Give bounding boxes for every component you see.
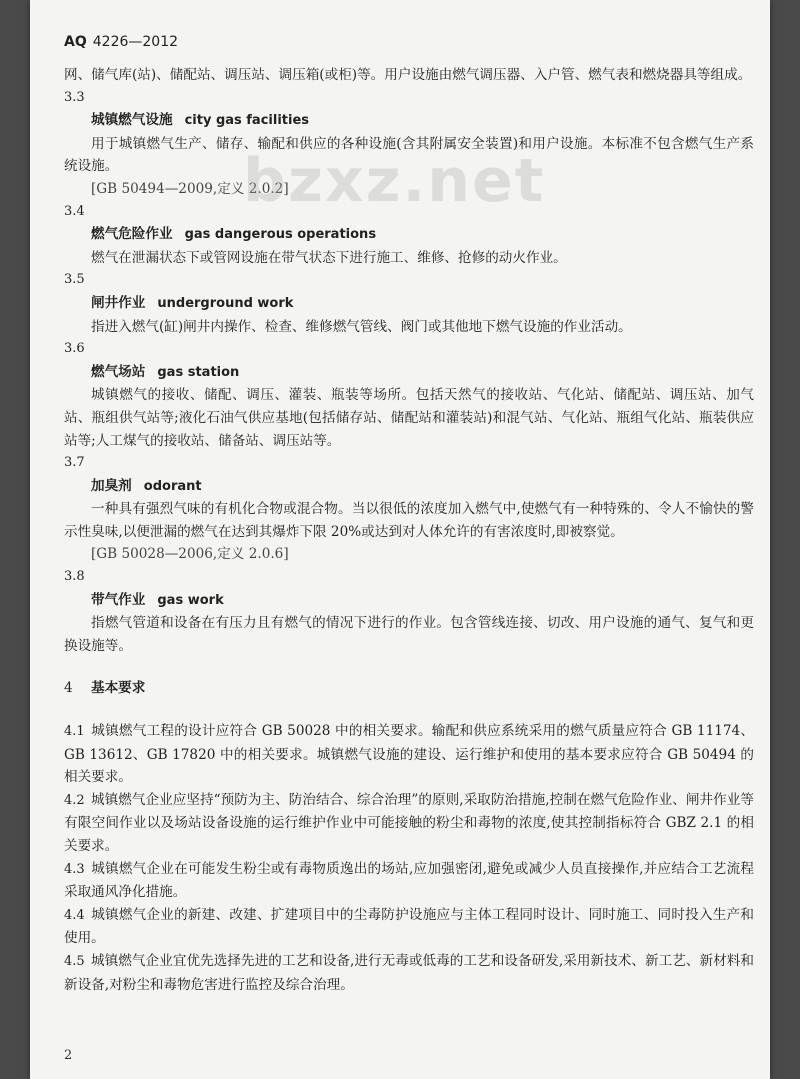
- term-cn: 带气作业: [91, 591, 146, 608]
- page-number: 2: [64, 1048, 73, 1063]
- term-en: gas work: [157, 592, 224, 608]
- term-heading: [91, 292, 754, 316]
- term-heading: [91, 109, 754, 133]
- term-cn: 闸井作业: [91, 294, 146, 311]
- standard-code: [64, 34, 178, 50]
- requirement-text: 城镇燃气企业宜优先选择先进的工艺和设备,进行无毒或低毒的工艺和设备研发,采用新技术、新工艺、新材料和新设备,对粉尘和毒物危害进行监控及综合治理。: [64, 952, 754, 993]
- term-en: underground work: [157, 295, 294, 311]
- term-cn: 城镇燃气设施: [91, 112, 173, 129]
- requirement-number: 4.3: [64, 861, 85, 877]
- standard-number: 4226—2012: [92, 34, 179, 50]
- term-definition: 一种具有强烈气味的有机化合物或混合物。当以很低的浓度加入燃气中,使燃气有一种特殊的、令人不愉快的警示性臭味,以便泄漏的燃气在达到其爆炸下限 20%或达到对人体允许的有害浓度时,即被察觉。: [64, 501, 754, 540]
- term-en: gas dangerous operations: [184, 227, 377, 243]
- term-en: city gas facilities: [184, 113, 310, 129]
- term-en: gas station: [157, 364, 240, 380]
- intro-paragraph: 网、储气库(站)、储配站、调压站、调压箱(或柜)等。用户设施由燃气调压器、入户管、燃气表和燃烧器具等组成。: [64, 67, 752, 83]
- term-definition: 用于城镇燃气生产、储存、输配和供应的各种设施(含其附属安全装置)和用户设施。本标准不包含燃气生产系统设施。: [64, 135, 754, 175]
- term-source: [GB 50028—2006,定义 2.0.6]: [91, 546, 289, 563]
- requirement-item: [64, 858, 754, 904]
- term-definition: 指燃气管道和设备在有压力且有燃气的情况下进行的作业。包含管线连接、切改、用户设施的通气、复气和更换设施等。: [64, 615, 754, 654]
- section-number: 4: [64, 680, 73, 697]
- term-cn: 燃气场站: [91, 363, 146, 380]
- requirement-item: [64, 789, 754, 858]
- term-heading: [91, 475, 754, 499]
- term-heading: [91, 361, 754, 385]
- requirement-number: 4.2: [64, 792, 85, 808]
- watermark: bzxz.net: [243, 146, 546, 216]
- requirement-number: 4.4: [64, 907, 85, 923]
- requirement-text: 城镇燃气工程的设计应符合 GB 50028 中的相关要求。输配和供应系统采用的燃气质量应符合 GB 11174、GB 13612、GB 17820 中的相关要求。城镇燃气设施的建设、运行维护和使用的基本要求应符合 GB 50494 的相关要求。: [64, 723, 754, 786]
- term-source: [GB 50494—2009,定义 2.0.2]: [91, 180, 289, 197]
- clause-number: 3.6: [64, 341, 85, 357]
- section-title: 基本要求: [91, 680, 146, 697]
- clause-number: 3.7: [64, 455, 85, 471]
- term-heading: [91, 589, 754, 613]
- requirement-item: [64, 904, 754, 950]
- requirement-text: 城镇燃气企业应坚持“预防为主、防治结合、综合治理”的原则,采取防治措施,控制在燃气危险作业、闸井作业等有限空间作业以及场站设备设施的运行维护作业中可能接触的粉尘和毒物的浓度,使其控制指标符合 GBZ 2.1 的相关要求。: [64, 791, 754, 854]
- term-cn: 加臭剂: [91, 477, 132, 494]
- clause-number: 3.8: [64, 569, 85, 585]
- document-body: [64, 64, 754, 996]
- clause-number: 3.5: [64, 272, 85, 288]
- requirement-item: [64, 950, 754, 996]
- term-en: odorant: [143, 478, 202, 494]
- clause-number: 3.4: [64, 203, 85, 219]
- requirement-item: [64, 720, 754, 789]
- document-page: [30, 0, 770, 1079]
- requirement-text: 城镇燃气企业的新建、改建、扩建项目中的尘毒防护设施应与主体工程同时设计、同时施工、同时投入生产和使用。: [64, 906, 754, 947]
- term-heading: [91, 223, 754, 247]
- requirement-number: 4.1: [64, 724, 85, 740]
- term-cn: 燃气危险作业: [91, 226, 173, 243]
- standard-prefix: AQ: [64, 34, 87, 50]
- requirement-number: 4.5: [64, 953, 85, 969]
- requirement-text: 城镇燃气企业在可能发生粉尘或有毒物质逸出的场站,应加强密闭,避免或减少人员直接操作,并应结合工艺流程采取通风净化措施。: [64, 860, 754, 901]
- section-heading: [64, 677, 754, 700]
- term-definition: 城镇燃气的接收、储配、调压、灌装、瓶装等场所。包括天然气的接收站、气化站、储配站、调压站、加气站、瓶组供气站等;液化石油气供应基地(包括储存站、储配站和灌装站)和混气站、气化站、瓶组气化站、瓶装供应站等;人工煤气的接收站、储备站、调压站等。: [64, 387, 754, 449]
- clause-number: 3.3: [64, 89, 85, 105]
- term-definition: 燃气在泄漏状态下或管网设施在带气状态下进行施工、维修、抢修的动火作业。: [91, 249, 567, 266]
- term-definition: 指进入燃气(缸)闸井内操作、检查、维修燃气管线、阀门或其他地下燃气设施的作业活动。: [91, 318, 632, 335]
